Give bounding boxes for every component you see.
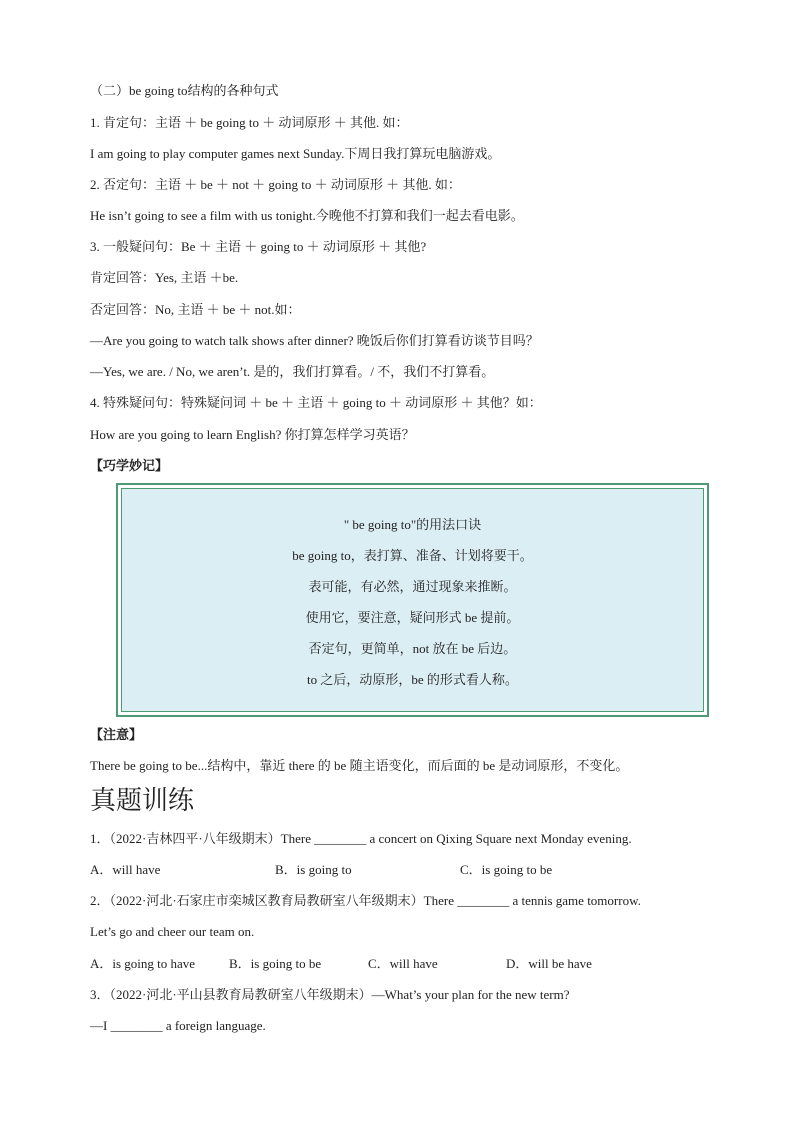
rule-question-example: —Are you going to watch talk shows after dinner? 晚饭后你们打算看访谈节目吗？ (90, 333, 539, 348)
rule-special-example: How are you going to learn English? 你打算怎样学习英语？ (90, 427, 415, 442)
mnemonic-title: " be going to"的用法口诀 (343, 517, 482, 532)
question-3-stem: 3．（2022·河北·平山县教育局教研室八年级期末）—What’s your plan for the new term? (90, 987, 570, 1002)
rule-answer-example: —Yes, we are. / No, we aren’t. 是的，我们打算看。/ 不，我们不打算看。 (90, 364, 495, 379)
question-2-stem: 2．（2022·河北·石家庄市栾城区教育局教研室八年级期末）There ________ a tennis game tomorrow. (90, 893, 641, 908)
question-2-option-d[interactable]: D．will be have (506, 956, 592, 971)
practice-title: 真题训练 (90, 786, 195, 816)
question-2-option-a[interactable]: A．is going to have (90, 956, 196, 971)
tip-heading: 【巧学妙记】 (90, 458, 169, 473)
question-2-option-c[interactable]: C．will have (368, 956, 438, 971)
rule-general-question: 3. 一般疑问句：Be ＋ 主语 ＋ going to ＋ 动词原形 ＋ 其他? (90, 239, 427, 254)
rule-negative: 2. 否定句：主语 ＋ be ＋ not ＋ going to ＋ 动词原形 ＋ 其他. 如： (90, 177, 461, 192)
mnemonic-line: to 之后，动原形，be 的形式看人称。 (307, 672, 518, 687)
question-2-option-b[interactable]: B．is going to be (229, 956, 322, 971)
rule-affirmative-example: I am going to play computer games next Sunday.下周日我打算玩电脑游戏。 (90, 146, 501, 161)
mnemonic-line: 使用它，要注意，疑问形式 be 提前。 (305, 610, 520, 625)
rule-yes-answer: 肯定回答：Yes, 主语 ＋be. (90, 270, 239, 285)
question-2-stem-cont: Let’s go and cheer our team on. (90, 924, 255, 939)
mnemonic-line: be going to，表打算、准备、计划将要干。 (292, 548, 533, 563)
question-3-stem-cont: —I ________ a foreign language. (90, 1018, 266, 1033)
question-1-option-c[interactable]: C．is going to be (460, 862, 553, 877)
question-1-stem: 1．（2022·吉林四平·八年级期末）There ________ a concert on Qixing Square next Monday evening. (90, 831, 632, 846)
note-text: There be going to be...结构中，靠近 there 的 be 随主语变化，而后面的 be 是动词原形，不变化。 (90, 758, 629, 773)
mnemonic-box (116, 483, 709, 717)
rule-special-question: 4. 特殊疑问句：特殊疑问词 ＋ be ＋ 主语 ＋ going to ＋ 动词原形 ＋ 其他？如： (90, 395, 542, 410)
section-title: （二）be going to结构的各种句式 (90, 83, 279, 98)
rule-no-answer: 否定回答：No, 主语 ＋ be ＋ not.如： (90, 302, 301, 317)
question-1-option-a[interactable]: A．will have (90, 862, 161, 877)
rule-negative-example: He isn’t going to see a film with us tonight.今晚他不打算和我们一起去看电影。 (90, 208, 524, 223)
mnemonic-line: 否定句，更简单，not 放在 be 后边。 (308, 641, 517, 656)
note-heading: 【注意】 (90, 727, 143, 742)
rule-affirmative: 1. 肯定句：主语 ＋ be going to ＋ 动词原形 ＋ 其他. 如： (90, 115, 409, 130)
mnemonic-line: 表可能，有必然，通过现象来推断。 (308, 579, 517, 594)
question-1-option-b[interactable]: B．is going to (275, 862, 352, 877)
